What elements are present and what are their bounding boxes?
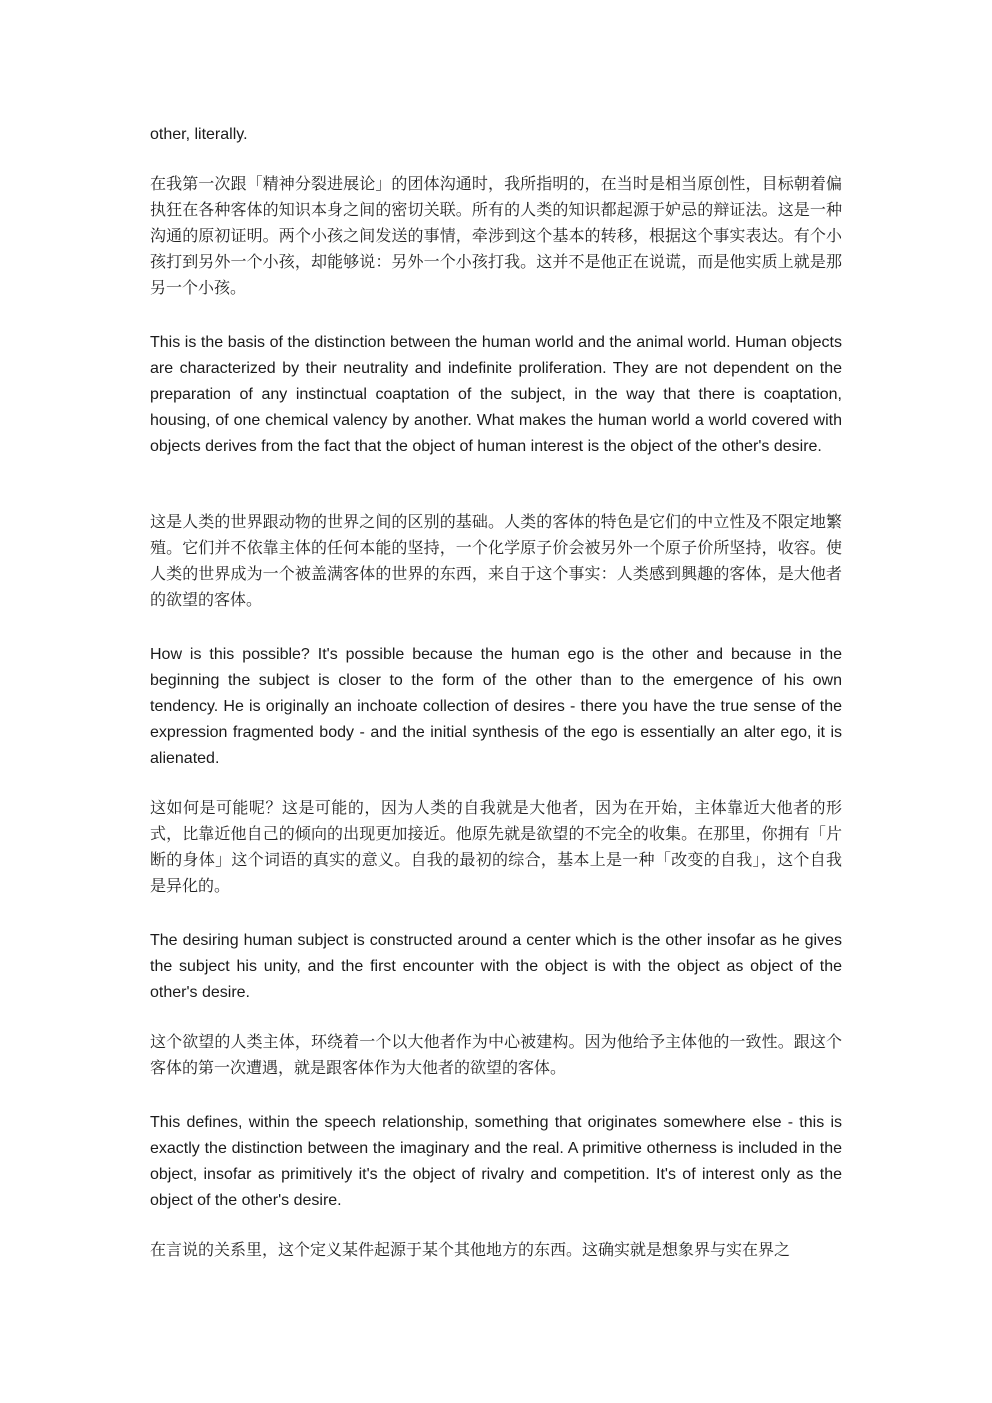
paragraph-en-3: How is this possible? It's possible because the human ego is the other and because in the beginning the subject is closer to the form of the other than to the emergence of his own tendency. He is originally an inchoate collection of desires - there you have the true sense of the expression fragmented body - and the initial synthesis of the ego is essentially an alter ego, it is alienated. [150,646,842,767]
paragraph-zh-3: 这如何是可能呢？这是可能的，因为人类的自我就是大他者，因为在开始，主体靠近大他者的形式，比靠近他自己的倾向的出现更加接近。他原先就是欲望的不完全的收集。在那里，你拥有「片断的身体」这个词语的真实的意义。自我的最初的综合，基本上是一种「改变的自我」，这个自我是异化的。 [150,798,842,895]
paragraph-zh-1: 在我第一次跟「精神分裂进展论」的团体沟通时，我所指明的，在当时是相当原创性，目标朝着偏执狂在各种客体的知识本身之间的密切关联。所有的人类的知识都起源于妒忌的辩证法。这是一种沟通的原初证明。两个小孩之间发送的事情，牵涉到这个基本的转移，根据这个事实表达。有个小孩打到另外一个小孩，却能够说：另外一个小孩打我。这并不是他正在说谎，而是他实质上就是那另一个小孩。 [150,174,842,297]
paragraph-en-intro: other, literally. [150,126,248,143]
paragraph-en-4: The desiring human subject is constructed around a center which is the other insofar as he gives the subject his unity, and the first encounter with the object is with the object as object of the other's desire. [150,932,842,1001]
paragraph-zh-4: 这个欲望的人类主体，环绕着一个以大他者作为中心被建构。因为他给予主体他的一致性。跟这个客体的第一次遭遇，就是跟客体作为大他者的欲望的客体。 [150,1032,842,1077]
paragraph-zh-5: 在言说的关系里，这个定义某件起源于某个其他地方的东西。这确实就是想象界与实在界之 [150,1240,791,1259]
paragraph-en-5: This defines, within the speech relationship, something that originates somewhere else - this is exactly the distinction between the imaginary and the real. A primitive otherness is included in the object, insofar as primitively it's the object of rivalry and competition. It's of interest only as the object of the other's desire. [150,1114,842,1209]
paragraph-en-2: This is the basis of the distinction between the human world and the animal world. Human objects are characterized by their neutrality and indefinite proliferation. They are not dependent on the preparation of any instinctual coaptation of the subject, in the way that there is coaptation, housing, of one chemical valency by another. What makes the human world a world covered with objects derives from the fact that the object of human interest is the object of the other's desire. [150,334,842,455]
paragraph-zh-2: 这是人类的世界跟动物的世界之间的区别的基础。人类的客体的特色是它们的中立性及不限定地繁殖。它们并不依靠主体的任何本能的坚持，一个化学原子价会被另外一个原子价所坚持，收容。使人类的世界成为一个被盖满客体的世界的东西，来自于这个事实：人类感到興趣的客体，是大他者的欲望的客体。 [150,512,842,609]
